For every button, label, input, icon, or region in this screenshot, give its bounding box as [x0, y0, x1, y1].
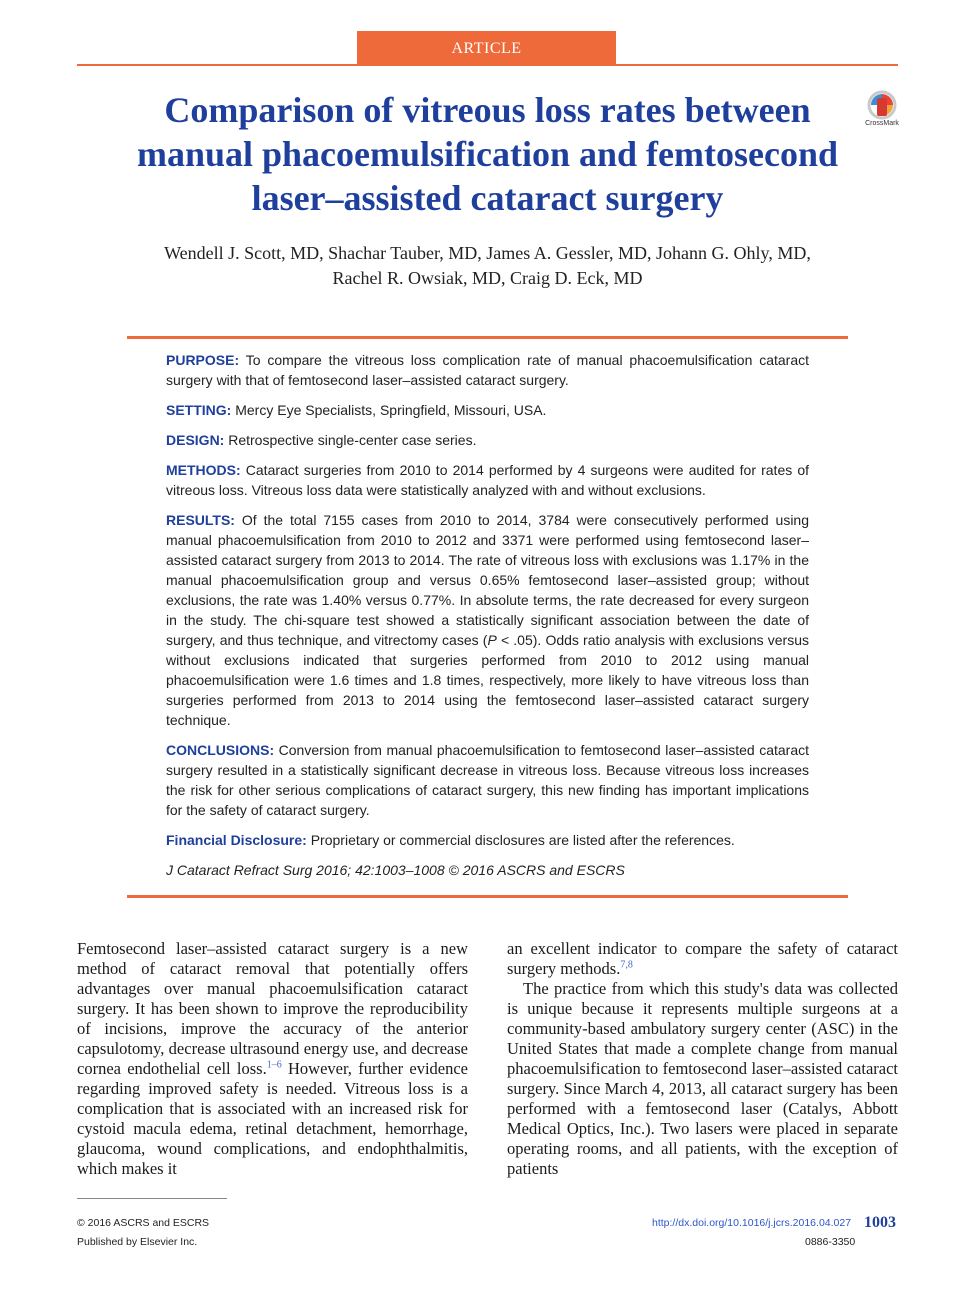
footer-publisher: Published by Elsevier Inc.	[77, 1236, 198, 1248]
setting-label: SETTING:	[166, 402, 232, 418]
author-list	[110, 241, 865, 291]
methods-label: METHODS:	[166, 462, 241, 478]
abstract-bottom-rule	[127, 895, 848, 898]
abstract-results	[166, 510, 809, 730]
conclusions-label: CONCLUSIONS:	[166, 742, 275, 758]
abstract-purpose	[166, 350, 809, 390]
abstract-conclusions	[166, 740, 809, 820]
purpose-text: To compare the vitreous loss complication rate of manual phacoemulsification cataract surgery with that of femtosecond laser–assisted cataract surgery.	[166, 352, 809, 388]
body-paragraph	[507, 939, 898, 979]
purpose-label: PURPOSE:	[166, 352, 240, 368]
abstract	[166, 350, 809, 890]
body-text: Femtosecond laser–assisted cataract surgery is a new method of cataract removal that potentially offers advantages over manual phacoemulsification cataract surgery. It has been shown to improve the reproducibility of incisions, improve the accuracy of the anterior capsulotomy, decrease ultrasound energy use, and decrease cornea endothelial cell loss.	[77, 939, 468, 1078]
issn: 0886-3350	[805, 1236, 856, 1248]
reference-link[interactable]: 7,8	[620, 959, 633, 971]
body-text: However, further evidence regarding improved safety is needed. Vitreous loss is a complication that is associated with an increased risk for cystoid macula edema, retinal detachment, hemorrhage, glaucoma, wound complications, and endophthalmitis, which makes it	[77, 1059, 468, 1178]
article-title: Comparison of vitreous loss rates between manual phacoemulsification and femtosecond laser–assisted cataract surgery	[136, 90, 839, 218]
reference-link[interactable]: 1–6	[266, 1059, 282, 1071]
journal-citation: J Cataract Refract Surg 2016; 42:1003–1008 © 2016 ASCRS and ESCRS	[166, 862, 625, 878]
abstract-setting	[166, 400, 809, 420]
footer-copyright: © 2016 ASCRS and ESCRS	[77, 1217, 210, 1229]
conclusions-text: Conversion from manual phacoemulsification to femtosecond laser–assisted cataract surgery resulted in a statistically significant decrease in vitreous loss. Because vitreous loss increases the risk for other serious complications of cataract surgery, this new finding has important implications for the safety of cataract surgery.	[166, 742, 809, 818]
body-paragraph: The practice from which this study's data was collected is unique because it represents multiple surgeons at a community-based ambulatory surgery center (ASC) in the United States that made a complete change from manual phacoemulsification to femtosecond laser–assisted cataract surgery. Since March 4, 2013, all cataract surgery has been performed with a femtosecond laser (Catalys, Abbott Medical Optics, Inc.). Two lasers were placed in separate operating rooms, and all patients, with the exception of patients	[507, 979, 898, 1178]
disclosure-text: Proprietary or commercial disclosures are listed after the references.	[310, 832, 735, 848]
section-tab: ARTICLE	[357, 31, 616, 65]
body-column-left	[77, 939, 468, 1179]
body-text: an excellent indicator to compare the safety of cataract surgery methods.	[507, 939, 898, 978]
design-text: Retrospective single-center case series.	[228, 432, 477, 448]
crossmark-label: CrossMark	[865, 120, 899, 127]
footer-rule	[77, 1198, 227, 1199]
abstract-design	[166, 430, 809, 450]
methods-text: Cataract surgeries from 2010 to 2014 performed by 4 surgeons were audited for rates of vitreous loss. Vitreous loss data were statistically analyzed with and without exclusions.	[166, 462, 810, 498]
body-paragraph	[77, 939, 468, 1179]
results-label: RESULTS:	[166, 512, 235, 528]
results-p-symbol: P	[487, 632, 497, 648]
abstract-disclosure	[166, 830, 809, 850]
results-text-cont: < .05). Odds ratio analysis with exclusions versus without exclusions indicated that surgeries performed from 2010 to 2012 using manual phacoemulsification were 1.6 times and 1.8 times, respectively, more likely to have vitreous loss than surgeries performed from 2013 to 2014 using the femtosecond laser–assisted cataract surgery technique.	[166, 632, 809, 728]
doi-link[interactable]: http://dx.doi.org/10.1016/j.jcrs.2016.04.027	[652, 1217, 852, 1229]
body-column-right	[507, 939, 898, 1179]
header-rule	[77, 64, 898, 66]
authors-line-1: Wendell J. Scott, MD, Shachar Tauber, MD, James A. Gessler, MD, Johann G. Ohly, MD,	[164, 243, 811, 263]
design-label: DESIGN:	[166, 432, 225, 448]
setting-text: Mercy Eye Specialists, Springfield, Missouri, USA.	[235, 402, 547, 418]
abstract-top-rule	[127, 336, 848, 339]
page-number: 1003	[864, 1214, 896, 1231]
crossmark-badge[interactable]	[864, 90, 900, 130]
authors-line-2: Rachel R. Owsiak, MD, Craig D. Eck, MD	[332, 268, 643, 288]
disclosure-label: Financial Disclosure:	[166, 832, 307, 848]
crossmark-icon	[864, 90, 900, 122]
results-text: Of the total 7155 cases from 2010 to 2014, 3784 were consecutively performed using manual phacoemulsification from 2010 to 2012 and 3371 were performed using femtosecond laser–assisted cataract surgery from 2013 to 2014. The rate of vitreous loss with exclusions was 1.17% in the manual phacoemulsification group and versus 0.65% femtosecond laser–assisted group; without exclusions, the rate was 1.40% versus 0.77%. In absolute terms, the rate decreased for every surgeon in the study. The chi-square test showed a statistically significant association between the date of surgery, and thus technique, and vitrectomy cases (	[166, 512, 810, 648]
abstract-methods	[166, 460, 809, 500]
